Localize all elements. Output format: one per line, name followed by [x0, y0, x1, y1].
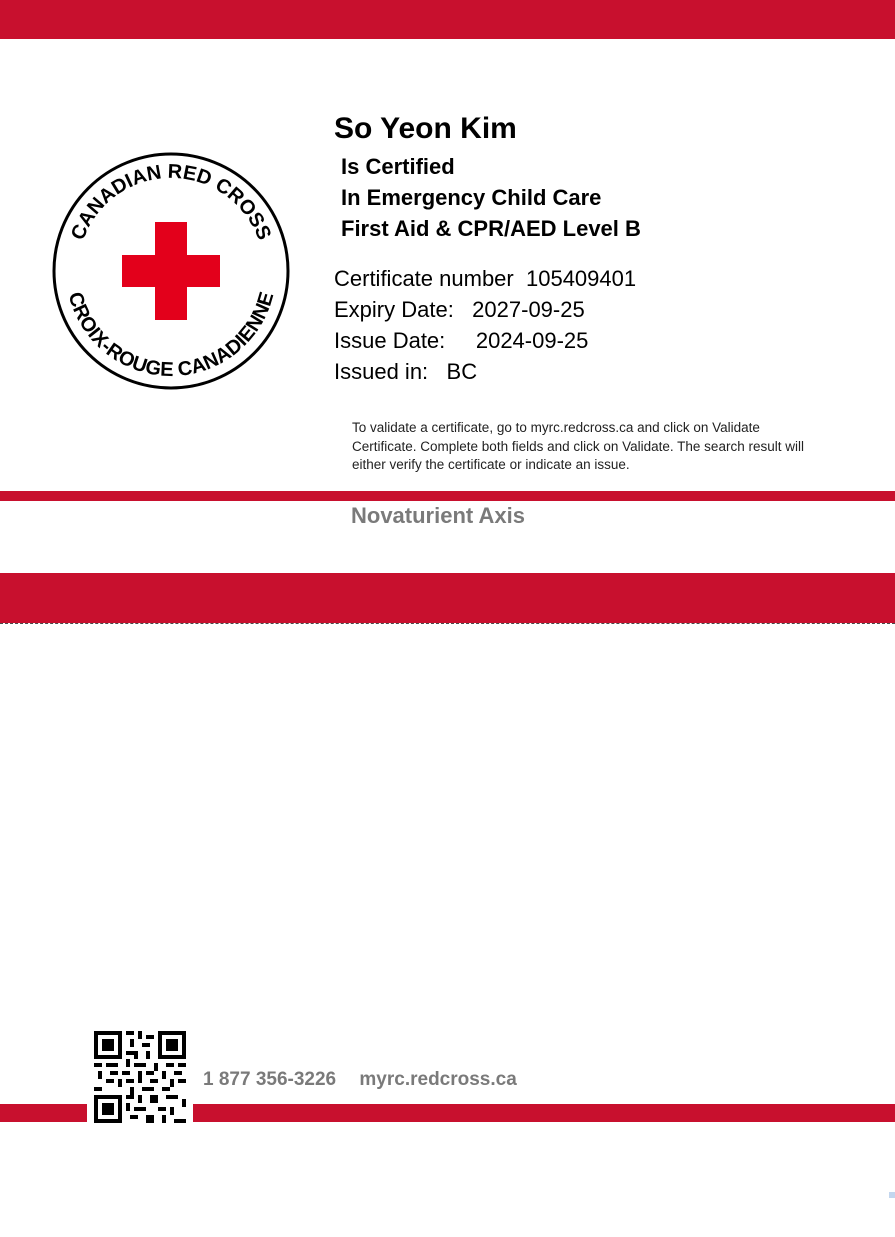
certificate-number-row — [334, 266, 636, 292]
level-line: First Aid & CPR/AED Level B — [341, 216, 641, 241]
qr-code-box — [87, 1024, 193, 1130]
middle-red-band — [0, 491, 895, 501]
certificate-number-label: Certificate number — [334, 266, 514, 291]
issue-date-row — [334, 328, 588, 354]
issue-date-value: 2024-09-25 — [475, 328, 589, 353]
course-line: In Emergency Child Care — [341, 185, 602, 210]
logo-bottom-text: CROIX-ROUGE CANADIENNE — [63, 289, 279, 382]
issued-in-value: BC — [446, 359, 478, 384]
certified-line: Is Certified — [341, 154, 455, 179]
holder-name: So Yeon Kim — [334, 112, 517, 145]
logo-top-text: CANADIAN RED CROSS — [66, 160, 276, 244]
issue-date-label: Issue Date: — [334, 328, 446, 353]
expiry-date-value: 2027-09-25 — [472, 297, 585, 322]
certificate-number-value: 105409401 — [525, 266, 637, 291]
expiry-date-label: Expiry Date: — [334, 297, 454, 322]
validation-instructions: To validate a certificate, go to myrc.redcross.ca and click on Validate Certificate. Complete both fields and click on Validate. The search result will either verify the certificate or indicate an issue. — [352, 420, 804, 472]
qr-code-icon — [94, 1031, 186, 1123]
perforation-line — [0, 623, 895, 624]
issued-in-label: Issued in: — [334, 359, 429, 384]
corner-mark — [889, 1192, 895, 1198]
website-link[interactable]: myrc.redcross.ca — [359, 1069, 517, 1090]
contact-info — [203, 1069, 517, 1091]
red-cross-logo — [50, 150, 292, 392]
top-red-band — [0, 0, 895, 39]
expiry-date-row — [334, 297, 585, 323]
organization-name: Novaturient Axis — [351, 503, 526, 528]
issued-in-row — [334, 359, 477, 385]
wide-red-band — [0, 573, 895, 623]
phone-number[interactable]: 1 877 356-3226 — [203, 1069, 337, 1090]
